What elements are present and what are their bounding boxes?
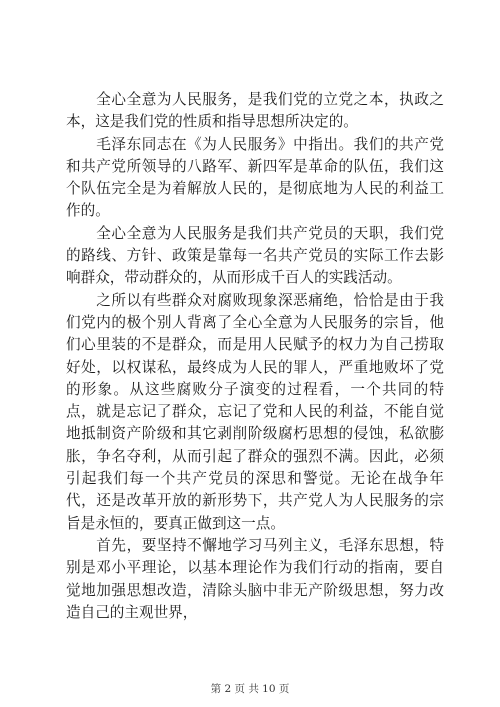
paragraph-2: 毛泽东同志在《为人民服务》中指出。我们的共产党和共产党所领导的八路军、新四军是革命的队伍，我们这个队伍完全是为着解放人民的，是彻底地为人民的利益工作的。	[66, 135, 444, 220]
document-body	[66, 89, 444, 624]
page-number-footer: 第 2 页 共 10 页	[210, 683, 290, 695]
paragraph-3: 全心全意为人民服务是我们共产党员的天职，我们党的路线、方针、政策是靠每一名共产党员的实际工作去影响群众，带动群众的，从而形成千百人的实践活动。	[66, 224, 444, 287]
paragraph-5: 首先，要坚持不懈地学习马列主义，毛泽东思想，特别是邓小平理论，以基本理论作为我们行动的指南，要自觉地加强思想改造，清除头脑中非无产阶级思想，努力改造自己的主观世界，	[66, 536, 444, 621]
paragraph-4: 之所以有些群众对腐败现象深恶痛绝，恰恰是由于我们党内的极个别人背离了全心全意为人民服务的宗旨，他们心里装的不是群众，而是用人民赋予的权力为自己捞取好处，以权谋私，最终成为人民的罪人，严重地败坏了党的形象。从这些腐败分子演变的过程看，一个共同的特点，就是忘记了群众，忘记了党和人民的利益，不能自觉地抵制资产阶级和其它剥削阶级腐朽思想的侵蚀，私欲膨胀，争名夺利，从而引起了群众的强烈不满。因此，必须引起我们每一个共产党员的深思和警觉。无论在战争年代，还是改革开放的新形势下，共产党人为人民服务的宗旨是永恒的，要真正做到这一点。	[66, 291, 444, 532]
paragraph-1: 全心全意为人民服务，是我们党的立党之本，执政之本，这是我们党的性质和指导思想所决定的。	[66, 91, 444, 131]
